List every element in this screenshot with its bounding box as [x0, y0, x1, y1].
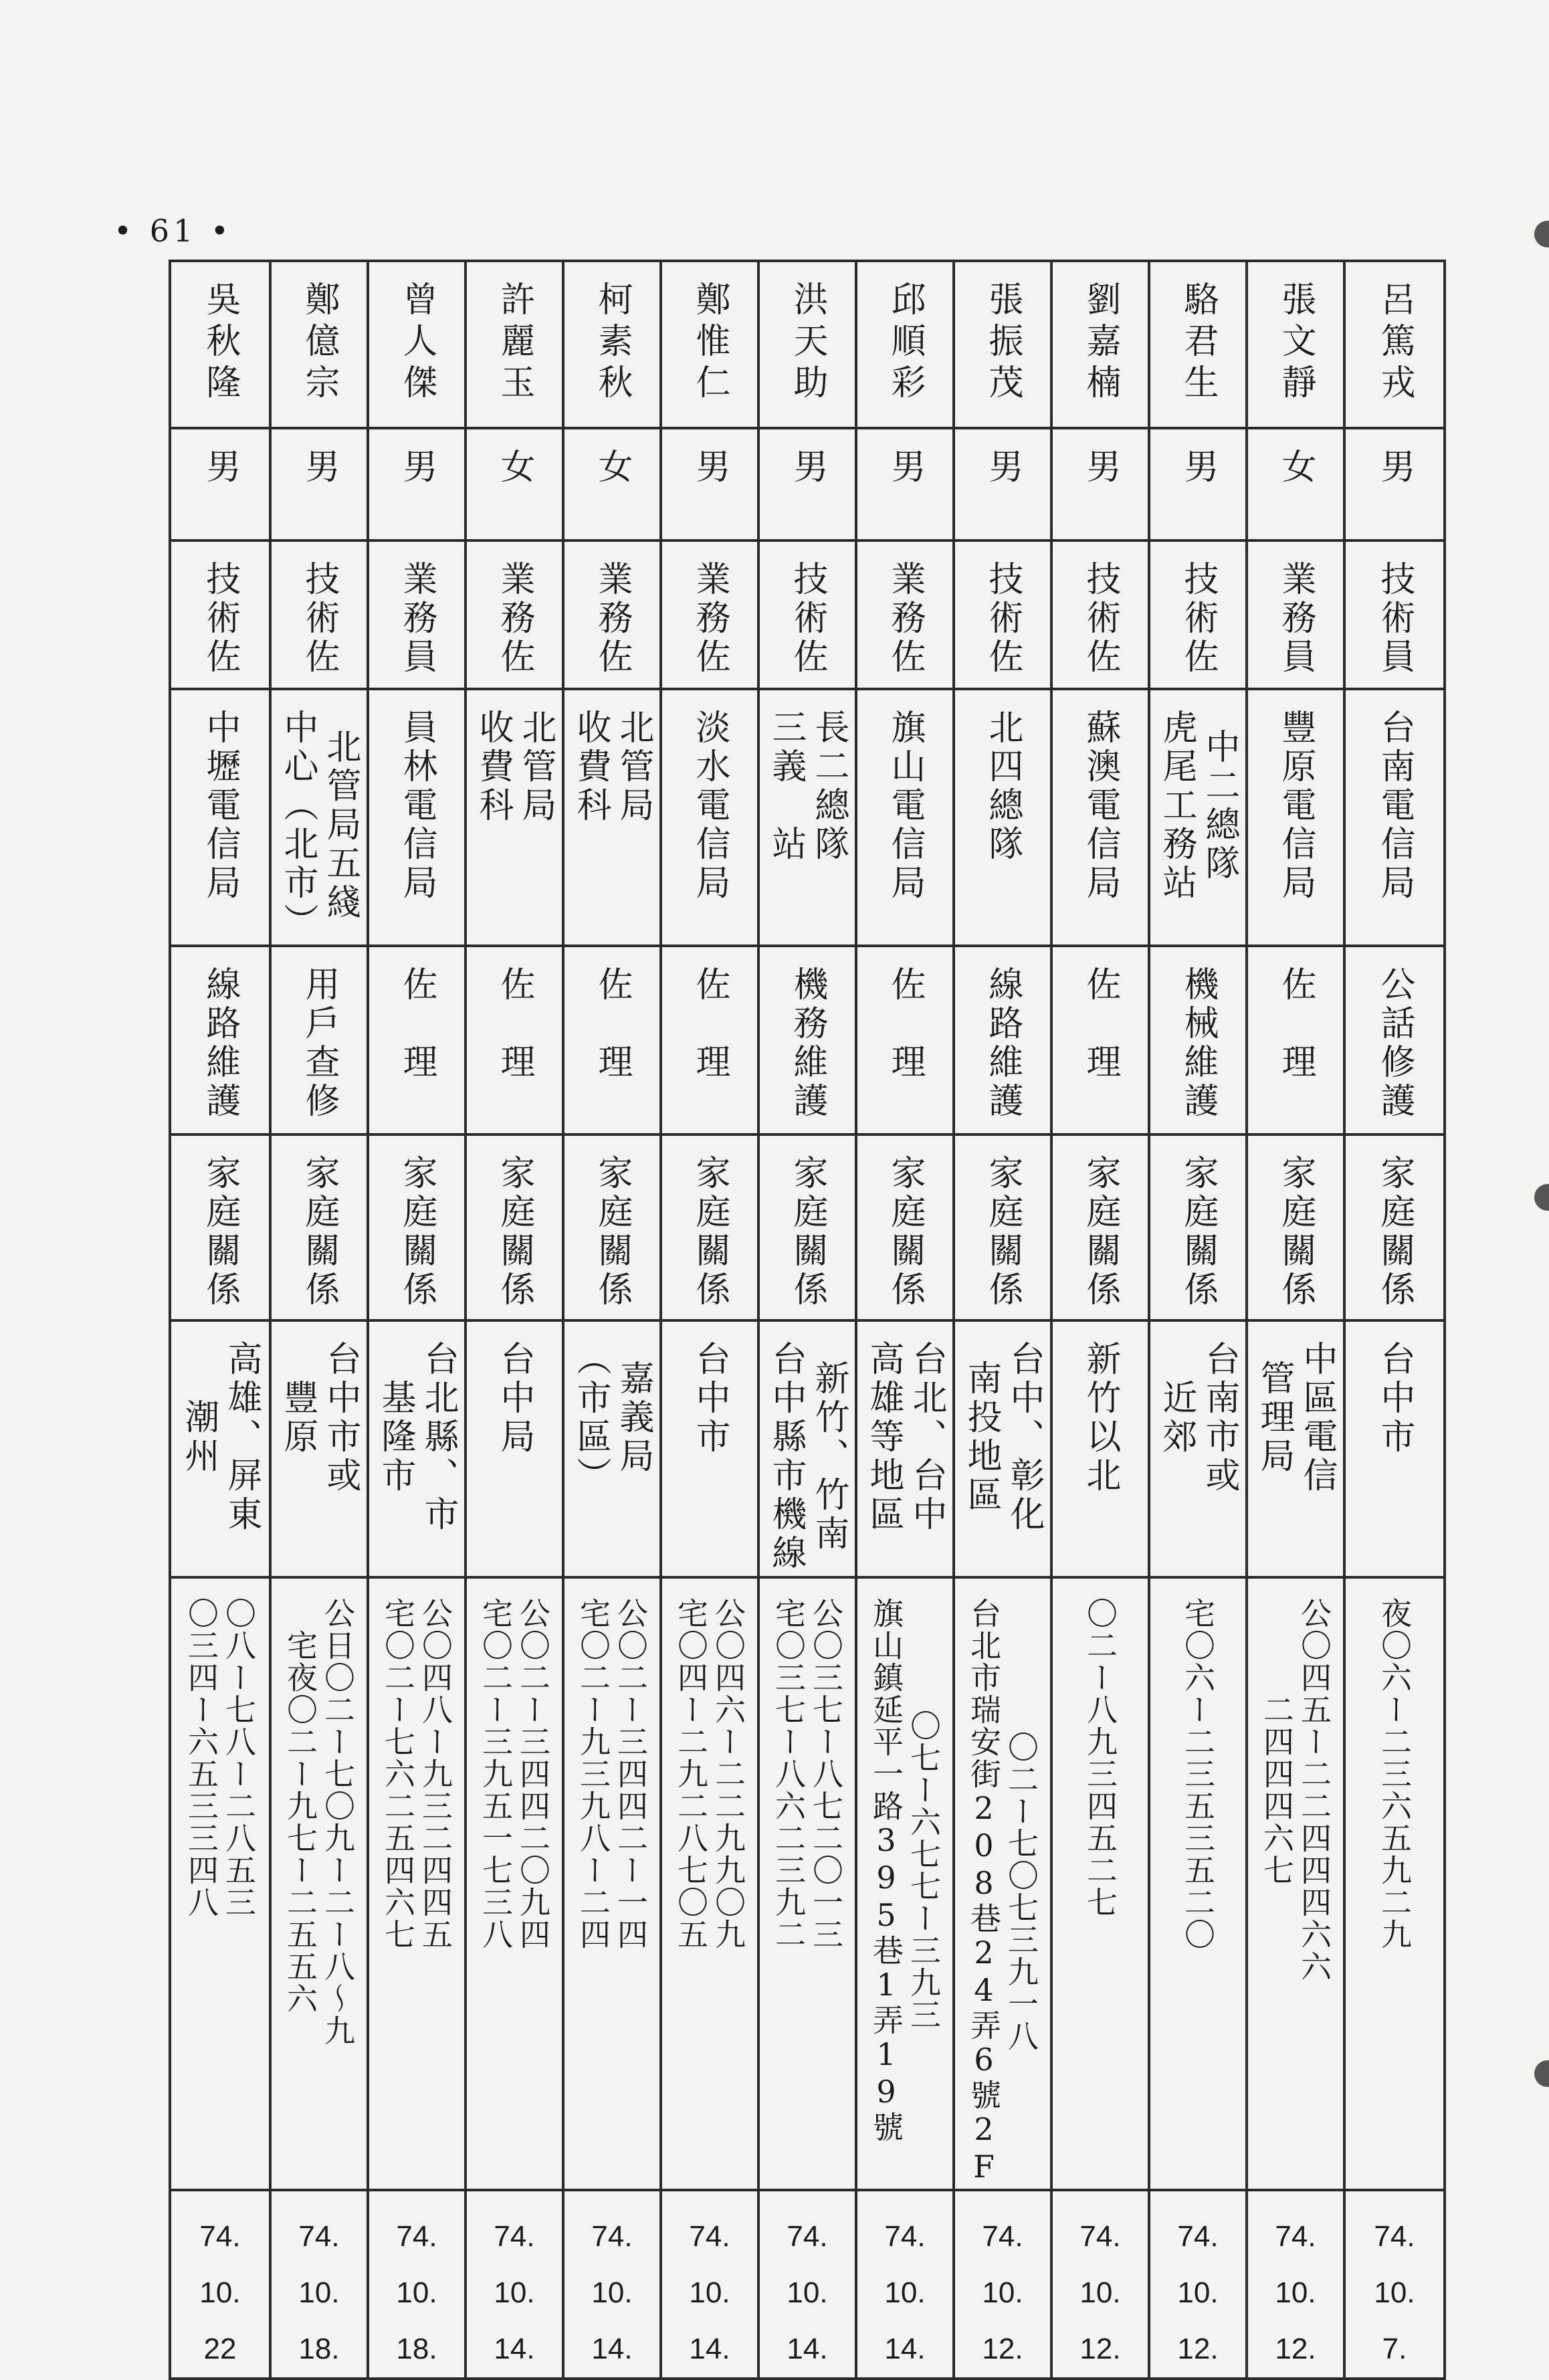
title-cell: 業務佐 [885, 561, 925, 677]
phone-cell: 〇七ー六七七ー三九三 旗山鎮延平一路395巷1弄19號 [868, 1597, 942, 2143]
unit-cell: 台南電信局 [1374, 709, 1415, 903]
date-cell: 74. 10. 14. [884, 2220, 926, 2365]
title-cell: 業務佐 [690, 561, 730, 677]
phone-cell: 〇八ー七八ー二八五三 〇三四ー六五三三四八 [183, 1597, 257, 1918]
name-cell: 邱順彩 [885, 281, 925, 405]
title-cell: 技術佐 [200, 561, 240, 677]
destination-cell: 台中市 [690, 1341, 730, 1457]
reason-cell: 家庭關係 [1178, 1155, 1218, 1310]
reason-cell: 家庭關係 [787, 1155, 827, 1310]
destination-cell: 台北、台中 高雄等地區 [863, 1341, 946, 1534]
name-cell: 鄭億宗 [299, 281, 339, 405]
title-cell: 技術員 [1374, 561, 1415, 677]
date-cell: 74. 10. 12. [1079, 2220, 1121, 2365]
name-cell: 駱君生 [1178, 281, 1218, 405]
title-cell: 技術佐 [1178, 561, 1218, 677]
phone-cell: 公〇四五ー二二四四四六六 二四四四六七 [1259, 1597, 1332, 1983]
date-cell: 74. 10. 18. [396, 2220, 437, 2365]
duty-cell: 公話修護 [1374, 966, 1415, 1121]
transfer-roster-table [169, 260, 1446, 2380]
date-cell: 74. 10. 12. [1177, 2220, 1219, 2365]
duty-cell: 用戶查修 [299, 966, 339, 1121]
unit-cell: 淡水電信局 [690, 709, 730, 903]
reason-cell: 家庭關係 [983, 1155, 1023, 1310]
date-cell: 74. 10. 12. [1275, 2220, 1316, 2365]
destination-cell: 台南市或 近郊 [1156, 1341, 1239, 1496]
page-number: • 61 • [114, 213, 233, 249]
name-cell: 洪天助 [787, 281, 827, 405]
reason-cell: 家庭關係 [592, 1155, 632, 1310]
destination-cell: 台中、彰化 南投地區 [961, 1341, 1044, 1534]
name-cell: 張振茂 [983, 281, 1023, 405]
name-cell: 吳秋隆 [200, 281, 240, 405]
destination-cell: 嘉義局 （市區） [571, 1341, 653, 1496]
duty-cell: 佐 理 [1080, 966, 1120, 1082]
name-cell: 張文靜 [1275, 281, 1316, 405]
title-cell: 技術佐 [787, 561, 827, 677]
unit-cell: 中二總隊 虎尾工務站 [1156, 709, 1239, 903]
gender-cell: 男 [885, 448, 925, 487]
phone-cell: 〇二ー八九三四五二七 [1082, 1597, 1118, 1918]
gender-cell: 男 [1080, 448, 1120, 487]
unit-cell: 員林電信局 [397, 709, 437, 903]
phone-cell: 公日〇二ー七〇九ー二ー八〜九 宅夜〇二ー九七ー二五五六 [282, 1597, 356, 2047]
duty-cell: 機務維護 [787, 966, 827, 1121]
date-cell: 74. 10. 14. [494, 2220, 535, 2365]
duty-cell: 佐 理 [397, 966, 437, 1082]
date-cell: 74. 10. 22 [199, 2220, 241, 2365]
unit-cell: 中壢電信局 [200, 709, 240, 903]
gender-cell: 男 [983, 448, 1023, 487]
unit-cell: 北管局 收費科 [473, 709, 556, 825]
unit-cell: 旗山電信局 [885, 709, 925, 903]
date-cell: 74. 10. 14. [591, 2220, 633, 2365]
title-cell: 技術佐 [299, 561, 339, 677]
destination-cell: 中區電信 管理局 [1254, 1341, 1337, 1496]
reason-cell: 家庭關係 [1275, 1155, 1316, 1310]
destination-cell: 台北縣、市 基隆市 [375, 1341, 458, 1534]
reason-row [170, 1134, 1445, 1320]
reason-cell: 家庭關係 [690, 1155, 730, 1310]
phone-cell: 宅〇六ー二三五三五二〇 [1180, 1597, 1216, 1951]
date-cell: 74. 10. 18. [298, 2220, 340, 2365]
date-cell: 74. 10. 14. [689, 2220, 730, 2365]
unit-cell: 北管局五綫 中心（北市） [278, 709, 360, 942]
phone-cell: 〇二ー七〇七三九一八 台北市瑞安街208巷24弄6號2F [966, 1597, 1039, 2186]
duty-cell: 線路維護 [200, 966, 240, 1121]
phone-cell: 公〇四八ー九三二四四五 宅〇二ー七六二五四六七 [380, 1597, 453, 1951]
destination-row [170, 1320, 1445, 1577]
duty-row [170, 946, 1445, 1134]
unit-cell: 長二總隊 三義 站 [766, 709, 849, 864]
gender-cell: 男 [690, 448, 730, 487]
title-cell: 業務佐 [592, 561, 632, 677]
name-cell: 曾人傑 [397, 281, 437, 405]
title-cell: 業務員 [1275, 561, 1316, 677]
gender-row [170, 428, 1445, 540]
destination-cell: 台中市 [1374, 1341, 1415, 1457]
gender-cell: 男 [299, 448, 339, 487]
binder-hole [1534, 221, 1549, 247]
destination-cell: 高雄、屏東 潮州 [179, 1341, 262, 1534]
name-cell: 劉嘉楠 [1080, 281, 1120, 405]
date-cell: 74. 10. 12. [982, 2220, 1023, 2365]
date-cell: 74. 10. 14. [787, 2220, 828, 2365]
binder-hole [1534, 2060, 1549, 2087]
destination-cell: 新竹以北 [1080, 1341, 1120, 1496]
destination-cell: 台中市或 豐原 [278, 1341, 360, 1496]
reason-cell: 家庭關係 [494, 1155, 534, 1310]
name-cell: 許麗玉 [494, 281, 534, 405]
unit-cell: 豐原電信局 [1275, 709, 1316, 903]
reason-cell: 家庭關係 [1080, 1155, 1120, 1310]
gender-cell: 女 [592, 448, 632, 487]
name-cell: 呂篤戎 [1374, 281, 1415, 405]
unit-cell: 蘇澳電信局 [1080, 709, 1120, 903]
reason-cell: 家庭關係 [885, 1155, 925, 1310]
phone-row [170, 1577, 1445, 2190]
destination-cell: 台中局 [494, 1341, 534, 1457]
binder-hole [1534, 1184, 1549, 1211]
phone-cell: 夜〇六ー二三六五九二九 [1376, 1597, 1413, 1951]
phone-cell: 公〇二ー三四四二ー一四 宅〇二ー九三九八ー二四 [575, 1597, 649, 1951]
title-cell: 技術佐 [983, 561, 1023, 677]
unit-cell: 北管局 收費科 [571, 709, 653, 825]
reason-cell: 家庭關係 [200, 1155, 240, 1310]
phone-cell: 公〇四六ー二二九九〇九 宅〇四ー二九二八七〇五 [673, 1597, 746, 1951]
name-cell: 柯素秋 [592, 281, 632, 405]
gender-cell: 男 [1374, 448, 1415, 487]
phone-cell: 公〇三七ー八七二〇一三 宅〇三七ー八六二三九二 [770, 1597, 844, 1951]
gender-cell: 男 [397, 448, 437, 487]
duty-cell: 佐 理 [494, 966, 534, 1082]
title-cell: 業務佐 [494, 561, 534, 677]
destination-cell: 新竹、竹南 台中縣市機線 [766, 1341, 849, 1573]
date-row [170, 2190, 1445, 2379]
title-cell: 業務員 [397, 561, 437, 677]
duty-cell: 佐 理 [592, 966, 632, 1082]
unit-cell: 北四總隊 [983, 709, 1023, 864]
duty-cell: 機械維護 [1178, 966, 1218, 1121]
reason-cell: 家庭關係 [299, 1155, 339, 1310]
reason-cell: 家庭關係 [1374, 1155, 1415, 1310]
gender-cell: 女 [494, 448, 534, 487]
duty-cell: 線路維護 [983, 966, 1023, 1121]
name-cell: 鄭惟仁 [690, 281, 730, 405]
reason-cell: 家庭關係 [397, 1155, 437, 1310]
duty-cell: 佐 理 [690, 966, 730, 1082]
gender-cell: 男 [200, 448, 240, 487]
duty-cell: 佐 理 [885, 966, 925, 1082]
duty-cell: 佐 理 [1275, 966, 1316, 1082]
unit-row [170, 689, 1445, 946]
gender-cell: 男 [787, 448, 827, 487]
name-row [170, 261, 1445, 428]
gender-cell: 女 [1275, 448, 1316, 487]
gender-cell: 男 [1178, 448, 1218, 487]
phone-cell: 公〇二ー三四四二〇九四 宅〇二ー三九五一七三八 [478, 1597, 551, 1951]
title-cell: 技術佐 [1080, 561, 1120, 677]
date-cell: 74. 10. 7. [1374, 2220, 1415, 2365]
title-row [170, 540, 1445, 689]
